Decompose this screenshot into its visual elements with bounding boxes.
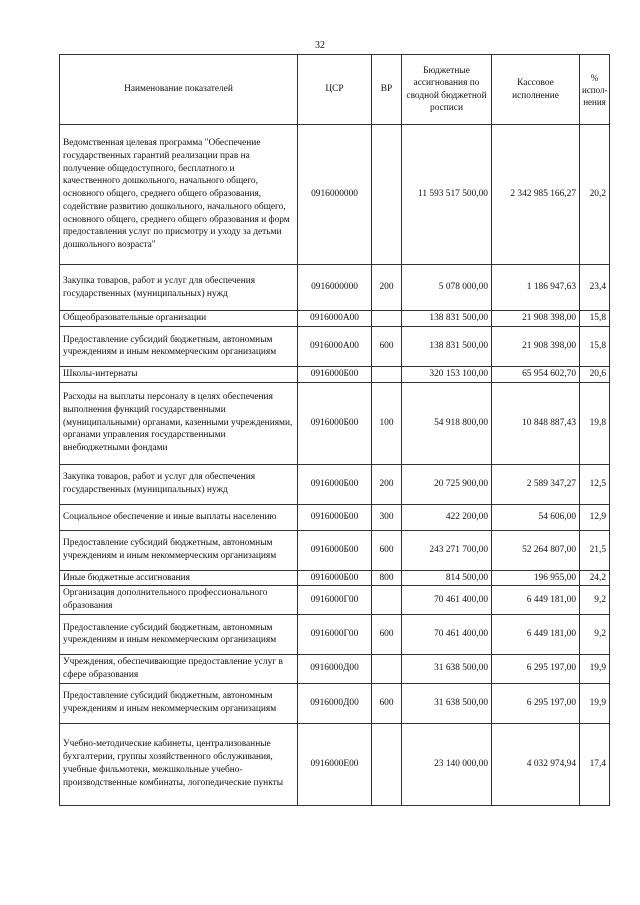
row-cash: 21 908 398,00 <box>492 311 580 327</box>
header-pct: % испол-нения <box>580 55 610 125</box>
row-cash: 65 954 602,70 <box>492 366 580 382</box>
table-row <box>60 654 610 683</box>
row-budget: 11 593 517 500,00 <box>402 125 492 265</box>
row-vr: 600 <box>372 530 402 570</box>
row-csr: 0916000Г00 <box>298 614 372 654</box>
row-name: Школы-интернаты <box>60 366 298 382</box>
table-row <box>60 683 610 723</box>
row-cash: 6 449 181,00 <box>492 586 580 615</box>
row-name: Предоставление субсидий бюджетным, автономным учреждениям и иным некоммерческим организациям <box>60 326 298 366</box>
row-cash: 2 589 347,27 <box>492 464 580 504</box>
row-pct: 9,2 <box>580 586 610 615</box>
row-csr: 0916000Е00 <box>298 723 372 805</box>
row-cash: 1 186 947,63 <box>492 265 580 311</box>
row-pct: 19,8 <box>580 382 610 464</box>
row-csr: 0916000Б00 <box>298 570 372 586</box>
table-row <box>60 265 610 311</box>
row-name: Предоставление субсидий бюджетным, автономным учреждениям и иным некоммерческим организациям <box>60 683 298 723</box>
table-row <box>60 504 610 530</box>
table-header-row <box>60 55 610 125</box>
row-name: Закупка товаров, работ и услуг для обеспечения государственных (муниципальных) нужд <box>60 464 298 504</box>
row-budget: 31 638 500,00 <box>402 683 492 723</box>
row-csr: 0916000Г00 <box>298 586 372 615</box>
row-cash: 6 295 197,00 <box>492 683 580 723</box>
row-csr: 0916000Б00 <box>298 382 372 464</box>
row-budget: 54 918 800,00 <box>402 382 492 464</box>
row-pct: 21,5 <box>580 530 610 570</box>
row-name: Расходы на выплаты персоналу в целях обеспечения выполнения функций государственными (муниципальными) органами, казенными учреждениями, органами управления государственными внебюджетными фондами <box>60 382 298 464</box>
table-row <box>60 586 610 615</box>
table-row <box>60 382 610 464</box>
row-csr: 0916000Д00 <box>298 683 372 723</box>
row-budget: 23 140 000,00 <box>402 723 492 805</box>
row-vr: 200 <box>372 464 402 504</box>
row-vr: 200 <box>372 265 402 311</box>
table-row <box>60 723 610 805</box>
row-pct: 23,4 <box>580 265 610 311</box>
row-csr: 0916000Б00 <box>298 504 372 530</box>
row-pct: 19,9 <box>580 654 610 683</box>
row-cash: 196 955,00 <box>492 570 580 586</box>
row-name: Социальное обеспечение и иные выплаты населению <box>60 504 298 530</box>
table-row <box>60 125 610 265</box>
row-vr: 600 <box>372 683 402 723</box>
row-budget: 70 461 400,00 <box>402 586 492 615</box>
row-budget: 5 078 000,00 <box>402 265 492 311</box>
header-csr: ЦСР <box>298 55 372 125</box>
row-pct: 12,5 <box>580 464 610 504</box>
row-vr <box>372 366 402 382</box>
row-csr: 0916000000 <box>298 125 372 265</box>
row-cash: 6 449 181,00 <box>492 614 580 654</box>
row-name: Предоставление субсидий бюджетным, автономным учреждениям и иным некоммерческим организациям <box>60 614 298 654</box>
row-budget: 243 271 700,00 <box>402 530 492 570</box>
budget-execution-table <box>59 54 610 806</box>
row-vr <box>372 586 402 615</box>
row-cash: 52 264 807,00 <box>492 530 580 570</box>
row-pct: 19,9 <box>580 683 610 723</box>
row-name: Учреждения, обеспечивающие предоставление услуг в сфере образования <box>60 654 298 683</box>
row-budget: 138 831 500,00 <box>402 326 492 366</box>
row-name: Общеобразовательные организации <box>60 311 298 327</box>
row-csr: 0916000А00 <box>298 311 372 327</box>
header-name: Наименование показателей <box>60 55 298 125</box>
row-pct: 9,2 <box>580 614 610 654</box>
row-vr <box>372 723 402 805</box>
row-budget: 814 500,00 <box>402 570 492 586</box>
row-csr: 0916000Б00 <box>298 464 372 504</box>
row-vr <box>372 311 402 327</box>
row-vr: 600 <box>372 326 402 366</box>
row-vr: 300 <box>372 504 402 530</box>
row-budget: 31 638 500,00 <box>402 654 492 683</box>
header-cash: Кассовое исполнение <box>492 55 580 125</box>
header-budget: Бюджетные ассигнования по сводной бюджетной росписи <box>402 55 492 125</box>
header-vr: ВР <box>372 55 402 125</box>
row-csr: 0916000Б00 <box>298 366 372 382</box>
row-cash: 2 342 985 166,27 <box>492 125 580 265</box>
row-budget: 138 831 500,00 <box>402 311 492 327</box>
row-csr: 0916000000 <box>298 265 372 311</box>
row-vr <box>372 125 402 265</box>
row-cash: 54 606,00 <box>492 504 580 530</box>
table-row <box>60 570 610 586</box>
row-pct: 12,9 <box>580 504 610 530</box>
page-number: 32 <box>315 40 325 51</box>
row-budget: 70 461 400,00 <box>402 614 492 654</box>
table-row <box>60 366 610 382</box>
row-name: Иные бюджетные ассигнования <box>60 570 298 586</box>
row-budget: 422 200,00 <box>402 504 492 530</box>
row-name: Предоставление субсидий бюджетным, автономным учреждениям и иным некоммерческим организациям <box>60 530 298 570</box>
row-pct: 15,8 <box>580 311 610 327</box>
row-csr: 0916000Д00 <box>298 654 372 683</box>
row-pct: 15,8 <box>580 326 610 366</box>
row-budget: 320 153 100,00 <box>402 366 492 382</box>
row-cash: 21 908 398,00 <box>492 326 580 366</box>
row-budget: 20 725 900,00 <box>402 464 492 504</box>
row-name: Ведомственная целевая программа "Обеспечение государственных гарантий реализации прав на получение общедоступного, бесплатного и качественного дошкольного, начального общего, основного общего, среднего общего образования, содействие развитию дошкольного, начального общего, основного общего, среднего общего образования и форм предоставления услуг по присмотру и уходу за детьми дошкольного возраста" <box>60 125 298 265</box>
row-csr: 0916000Б00 <box>298 530 372 570</box>
table-row <box>60 614 610 654</box>
table-row <box>60 530 610 570</box>
row-pct: 17,4 <box>580 723 610 805</box>
table-row <box>60 326 610 366</box>
row-vr <box>372 654 402 683</box>
table-row <box>60 464 610 504</box>
table-row <box>60 311 610 327</box>
row-cash: 6 295 197,00 <box>492 654 580 683</box>
row-pct: 20,2 <box>580 125 610 265</box>
row-cash: 4 032 974,94 <box>492 723 580 805</box>
row-vr: 800 <box>372 570 402 586</box>
row-vr: 100 <box>372 382 402 464</box>
row-csr: 0916000А00 <box>298 326 372 366</box>
row-pct: 24,2 <box>580 570 610 586</box>
row-vr: 600 <box>372 614 402 654</box>
row-name: Закупка товаров, работ и услуг для обеспечения государственных (муниципальных) нужд <box>60 265 298 311</box>
row-cash: 10 848 887,43 <box>492 382 580 464</box>
row-name: Организация дополнительного профессионального образования <box>60 586 298 615</box>
row-pct: 20,6 <box>580 366 610 382</box>
row-name: Учебно-методические кабинеты, централизованные бухгалтерии, группы хозяйственного обслуживания, учебные фильмотеки, межшкольные учебно-производственные комбинаты, логопедические пункты <box>60 723 298 805</box>
